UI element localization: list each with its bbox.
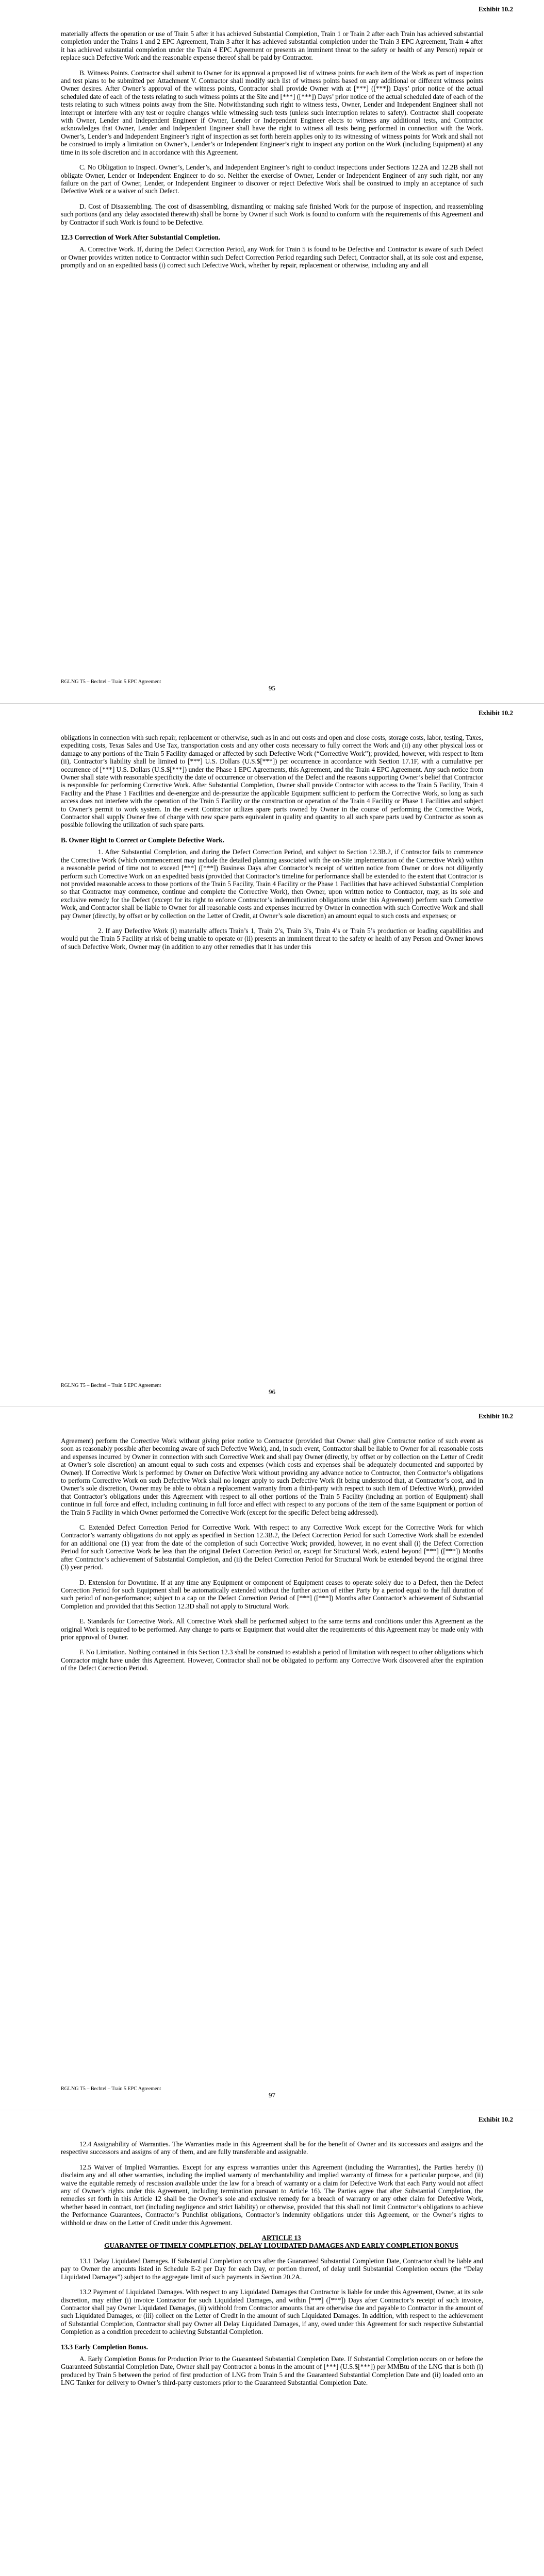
page-body (61, 1437, 483, 1680)
footer-text: RGLNG T5 – Bechtel – Train 5 EPC Agreement (61, 1383, 161, 1388)
page-number: 97 (269, 2091, 275, 2099)
footer-text: RGLNG T5 – Bechtel – Train 5 EPC Agreement (61, 2086, 161, 2092)
paragraph: 2. If any Defective Work (i) materially affects Train’s 1, Train 2’s, Train 3’s, Train 4’s or Train 5’s production or loading capabilities and would put the Train 5 Facility at risk of being unable to operate or (ii) presents an imminent threat to the safety or health of any Person and Owner knows of such Defective Work, Owner may (in addition to any other remedies that it has under this (61, 926, 483, 951)
exhibit-label: Exhibit 10.2 (478, 709, 513, 717)
paragraph: 12.5 Waiver of Implied Warranties. Except for any express warranties under this Agreement (including the Warranties), the Parties hereby (i) disclaim any and all other warranties, including the implied warranty of merchantability and implied warranty of fitness for a particular purpose, and (ii) waive the equitable remedy of rescission available under the law for a breach of warranty or a claim for Defective Work that each Party would not affect any of Owner’s rights under this Agreement, including termination pursuant to Article 16). The Parties agree that after Substantial Completion, the remedies set forth in this Article 12 shall be the Owner’s sole and exclusive remedy for a breach of warranty or any other claim for Defective Work, whether based in contract, tort (including negligence and strict liability) or otherwise, provided that this shall not limit Contractor’s obligations to achieve the Performance Guarantees, Contractor’s Punchlist obligations, Contractor’s indemnity obligations under this Agreement, or the Owner’s rights to withhold or draw on the Letter of Credit under this Agreement. (61, 2163, 483, 2227)
section-heading: 12.3 Correction of Work After Substantial Completion. (61, 233, 221, 241)
paragraph: 13.2 Payment of Liquidated Damages. With respect to any Liquidated Damages that Contractor is liable for under this Agreement, Owner, at its sole discretion, may either (i) invoice Contractor for such Liquidated Damages, and within [***] ([***]) Days after Contractor’s receipt of such invoice, Contractor shall pay Owner Liquidated Damages, (ii) withhold from Contractor amounts that are otherwise due and payable to Contractor in the amount of such Liquidated Damages, or (iii) collect on the Letter of Credit in the amount of such Liquidated Damages. In addition, with respect to the achievement of Substantial Completion, Contractor shall pay Owner all Delay Liquidated Damages, if any, owed under this Agreement for such respective Substantial Completion as a condition precedent to achieving Substantial Completion. (61, 2288, 483, 2336)
paragraph: D. Cost of Disassembling. The cost of disassembling, dismantling or making safe finished Work for the purpose of inspection, and reassembling such portions (and any delay associated therewith) shall be borne by Owner if such Work is found to conform with the requirements of this Agreement and by Contractor if such Work is found to be Defective. (61, 202, 483, 226)
paragraph: F. No Limitation. Nothing contained in this Section 12.3 shall be construed to establish a period of limitation with respect to other obligations which Contractor might have under this Agreement. However, Contractor shall not be obligated to perform any Corrective Work discovered after the expiration of the Defect Correction Period. (61, 1648, 483, 1672)
footer-text: RGLNG T5 – Bechtel – Train 5 EPC Agreement (61, 679, 161, 685)
paragraph: E. Standards for Corrective Work. All Corrective Work shall be performed subject to the same terms and conditions under this Agreement as the original Work is required to be performed. Any change to parts or Equipment that would alter the requirements of this Agreement may be made only with prior approval of Owner. (61, 1617, 483, 1641)
paragraph: D. Extension for Downtime. If at any time any Equipment or component of Equipment ceases to operate solely due to a Defect, then the Defect Correction Period for such Equipment shall be automatically extended without the further action of either Party by a period equal to the full duration of such period of non-performance; subject to a cap on the Defect Correction Period of [***] ([***]) Months after Contractor’s achievement of Substantial Completion and provided that this Section 12.3D shall not apply to Structural Work. (61, 1578, 483, 1610)
page-body (61, 2140, 483, 2394)
page-number: 96 (269, 1388, 275, 1396)
paragraph: 13.1 Delay Liquidated Damages. If Substantial Completion occurs after the Guaranteed Substantial Completion Date, Contractor shall be liable and pay to Owner the amounts listed in Schedule E-2 per Day for each Day, or portion thereof, of delay until Substantial Completion occurs (the “Delay Liquidated Damages”) subject to the aggregate limit of such payments in Section 20.2A. (61, 2257, 483, 2281)
exhibit-label: Exhibit 10.2 (478, 2115, 513, 2123)
article-subtitle: GUARANTEE OF TIMELY COMPLETION, DELAY LIQUIDATED DAMAGES AND EARLY COMPLETION BONUS (104, 2242, 458, 2250)
exhibit-label: Exhibit 10.2 (478, 5, 513, 13)
paragraph: C. Extended Defect Correction Period for Corrective Work. With respect to any Corrective Work except for the Corrective Work for which Contractor’s warranty obligations do not apply as specified in Section 12.3B.2, the Defect Correction Period for such Corrective Work shall be extended for an additional one (1) year from the date of the completion of such Corrective Work; provided, however, in no event shall (i) the Defect Correction Period for such Corrective Work be less than the original Defect Correction Period or, except for Structural Work, extend beyond [***] ([***]) Months after Contractor’s achievement of Substantial Completion, and (ii) the Defect Correction Period for Structural Work be extended beyond the original three (3) year period. (61, 1523, 483, 1571)
paragraph: 12.4 Assignability of Warranties. The Warranties made in this Agreement shall be for the benefit of Owner and its successors and assigns and the respective successors and assigns of any of them, and are fully transferable and assignable. (61, 2140, 483, 2156)
exhibit-label: Exhibit 10.2 (478, 1412, 513, 1420)
section-heading: 13.3 Early Completion Bonus. (61, 2343, 148, 2351)
page-number: 95 (269, 684, 275, 692)
paragraph: B. Witness Points. Contractor shall submit to Owner for its approval a proposed list of witness points for each item of the Work as part of inspection and test plans to be submitted per Attachment V. Contractor shall modify such list of witness points based on any additional or different witness points Owner desires. After Owner’s approval of the witness points, Contractor shall provide Owner with at [***] ([***]) Days’ prior notice of the actual scheduled date of each of the tests relating to such witness points at the Site and [***] ([***]) Days’ prior notice of the actual scheduled date of each of the tests relating to such witness points away from the Site. Notwithstanding such right to witness tests, Owner, Lender and Independent Engineer shall not interrupt or interfere with any test or require changes while witnessing such tests (unless such interruption relates to safety). Contractor shall cooperate with Owner, Lender and Independent Engineer if Owner, Lender or Independent Engineer elects to witness any additional tests, and Contractor acknowledges that Owner, Lender and Independent Engineer shall have the right to witness all tests being performed in connection with the Work. Owner’s, Lender’s and Independent Engineer’s right of inspection as set forth herein applies only to its witnessing of witness points for Work and shall not be construed to imply a limitation on Owner’s, Lender’s or Independent Engineer’s right to inspect any portion on the Work (including Equipment) at any time in its sole discretion and in accordance with this Agreement. (61, 69, 483, 156)
page-body (61, 734, 483, 958)
paragraph: Agreement) perform the Corrective Work without giving prior notice to Contractor (provided that Owner shall give Contractor notice of such event as soon as reasonably possible after becoming aware of such Defective Work), and, in such event, Contractor shall be liable to Owner for all reasonable costs and expenses incurred by Owner in connection with such Corrective Work and shall pay Owner (directly, by offset or by collection on the Letter of Credit at Owner’s sole discretion) an amount equal to such costs and expenses (which costs and expenses shall be adequately documented and supported by Owner). If Corrective Work is performed by Owner on Defective Work without providing any advance notice to Contractor, then Contractor’s obligations to perform Corrective Work on such Defective Work shall no longer apply to such Defective Work (it being understood that, at Contractor’s cost, and in Owner’s sole discretion, Owner may be able to obtain a replacement warranty from a third-party with respect to such item of Defective Work), provided that Contractor’s obligations under this Agreement with respect to all other portions of the Train 5 Facility (including an portion of Equipment) shall continue in full force and effect, including continuing in full force and effect with respect to any portions of the item of the same Equipment or portion of the Train 5 Facility in which Owner performed the Corrective Work (except for the specific Defect being addressed). (61, 1437, 483, 1516)
paragraph: obligations in connection with such repair, replacement or otherwise, such as in and out costs and open and close costs, storage costs, labor, testing, Taxes, expediting costs, Texas Sales and Use Tax, transportation costs and any other costs necessary to fully correct the Work and (ii) any other physical loss or damage to any portions of the Train 5 Facility damaged or affected by such Defective Work (“Corrective Work”); provided, however, with respect to Item (ii), Contractor’s liability shall be limited to [***] U.S. Dollars (U.S.$[***]) per occurrence in accordance with Section 17.1F, with a cumulative per occurrence of [***] U.S. Dollars (U.S.$[***]) under the Phase 1 EPC Agreements, this Agreement, and the Train 4 EPC Agreement. Any such notice from Owner shall state with reasonable specificity the date of occurrence or observation of the Defect and the reasons supporting Owner’s belief that Contractor is responsible for performing Corrective Work. After Substantial Completion, Owner shall provide Contractor with access to the Train 5 Facility, Train 4 Facility and the Phase 1 Facilities and de-energize and de-pressurize the applicable Equipment sufficient to perform the Corrective Work, so long as such access does not interfere with the operation of the Train 5 Facility or the construction or operation of the Train 4 Facility or Phase 1 Facilities and subject to Owner’s permit to work system. In the event Contractor utilizes spare parts owned by Owner in the course of performing the Corrective Work, Contractor shall supply Owner free of charge with new spare parts equivalent in quality and quantity to all such spare parts used by Contractor as soon as possible following the utilization of such spare parts. (61, 734, 483, 829)
document-page (0, 1406, 544, 2110)
paragraph: A. Corrective Work. If, during the Defect Correction Period, any Work for Train 5 is found to be Defective and Contractor is aware of such Defect or Owner provides written notice to Contractor within such Defect Correction Period regarding such Defect, Contractor shall, at its sole cost and expense, promptly and on an expedited basis (i) correct such Defective Work, whether by repair, replacement or otherwise, including any and all (61, 245, 483, 269)
section-heading: B. Owner Right to Correct or Complete Defective Work. (61, 836, 224, 844)
document-page (0, 703, 544, 1406)
paragraph: 1. After Substantial Completion, and during the Defect Correction Period, and subject to Section 12.3B.2, if Contractor fails to commence the Corrective Work (which commencement may include the detailed planning associated with the on-Site implementation of the Corrective Work) within a reasonable period of time not to exceed [***] ([***]) Business Days after Contractor’s receipt of written notice from Owner or does not diligently perform such Corrective Work on an expedited basis (provided that Contractor’s timeline for performance shall be extended to the extent that Contractor is not provided reasonable access to those portions of the Train 5 Facility, Train 4 Facility or the Phase 1 Facilities that have achieved Substantial Completion so that Contractor may commence, continue and complete the Corrective Work), then Owner, upon written notice to Contractor, may, as its sole and exclusive remedy for the Defect (except for its right to enforce Contractor’s indemnification obligations under this Agreement) perform such Corrective Work, and Contractor shall be liable to Owner for all reasonable costs and expenses incurred by Owner in connection with such Corrective Work and shall pay Owner (directly, by offset or by collection on the Letter of Credit, at Owner’s sole discretion) an amount equal to such costs and expenses; or (61, 848, 483, 920)
article-title: ARTICLE 13 (261, 2234, 301, 2242)
document-page (0, 2110, 544, 2576)
paragraph: A. Early Completion Bonus for Production Prior to the Guaranteed Substantial Completion Date. If Substantial Completion occurs on or before the Guaranteed Substantial Completion Date, Owner shall pay Contractor a bonus in the amount of [***] (U.S.$[***]) per MMBtu of the LNG that is both (i) produced by Train 5 between the period of first production of LNG from Train 5 and the Guaranteed Substantial Completion Date and (ii) loaded onto an LNG Tanker for delivery to Owner’s third-party customers prior to the Guaranteed Substantial Completion Date. (61, 2354, 483, 2387)
document-page (0, 0, 544, 703)
paragraph: C. No Obligation to Inspect. Owner’s, Lender’s, and Independent Engineer’s right to conduct inspections under Sections 12.2A and 12.2B shall not obligate Owner, Lender or Independent Engineer to do so. Neither the exercise of Owner, Lender or Independent Engineer of any such right, nor any failure on the part of Owner, Lender, or Independent Engineer to discover or reject Defective Work shall be construed to imply an acceptance of such Defective Work or a waiver of such Defect. (61, 163, 483, 195)
paragraph: materially affects the operation or use of Train 5 after it has achieved Substantial Completion, Train 1 or Train 2 after each Train has achieved substantial completion under the Trains 1 and 2 EPC Agreement, Train 3 after it has achieved substantial completion under the Train 3 EPC Agreement, Train 4 after it has achieved substantial completion under the Train 4 EPC Agreement or presents an imminent threat to the safety or health of any Person) repair or replace such Defective Work and the reasonable expense thereof shall be paid by Contractor. (61, 30, 483, 62)
page-body (61, 30, 483, 277)
